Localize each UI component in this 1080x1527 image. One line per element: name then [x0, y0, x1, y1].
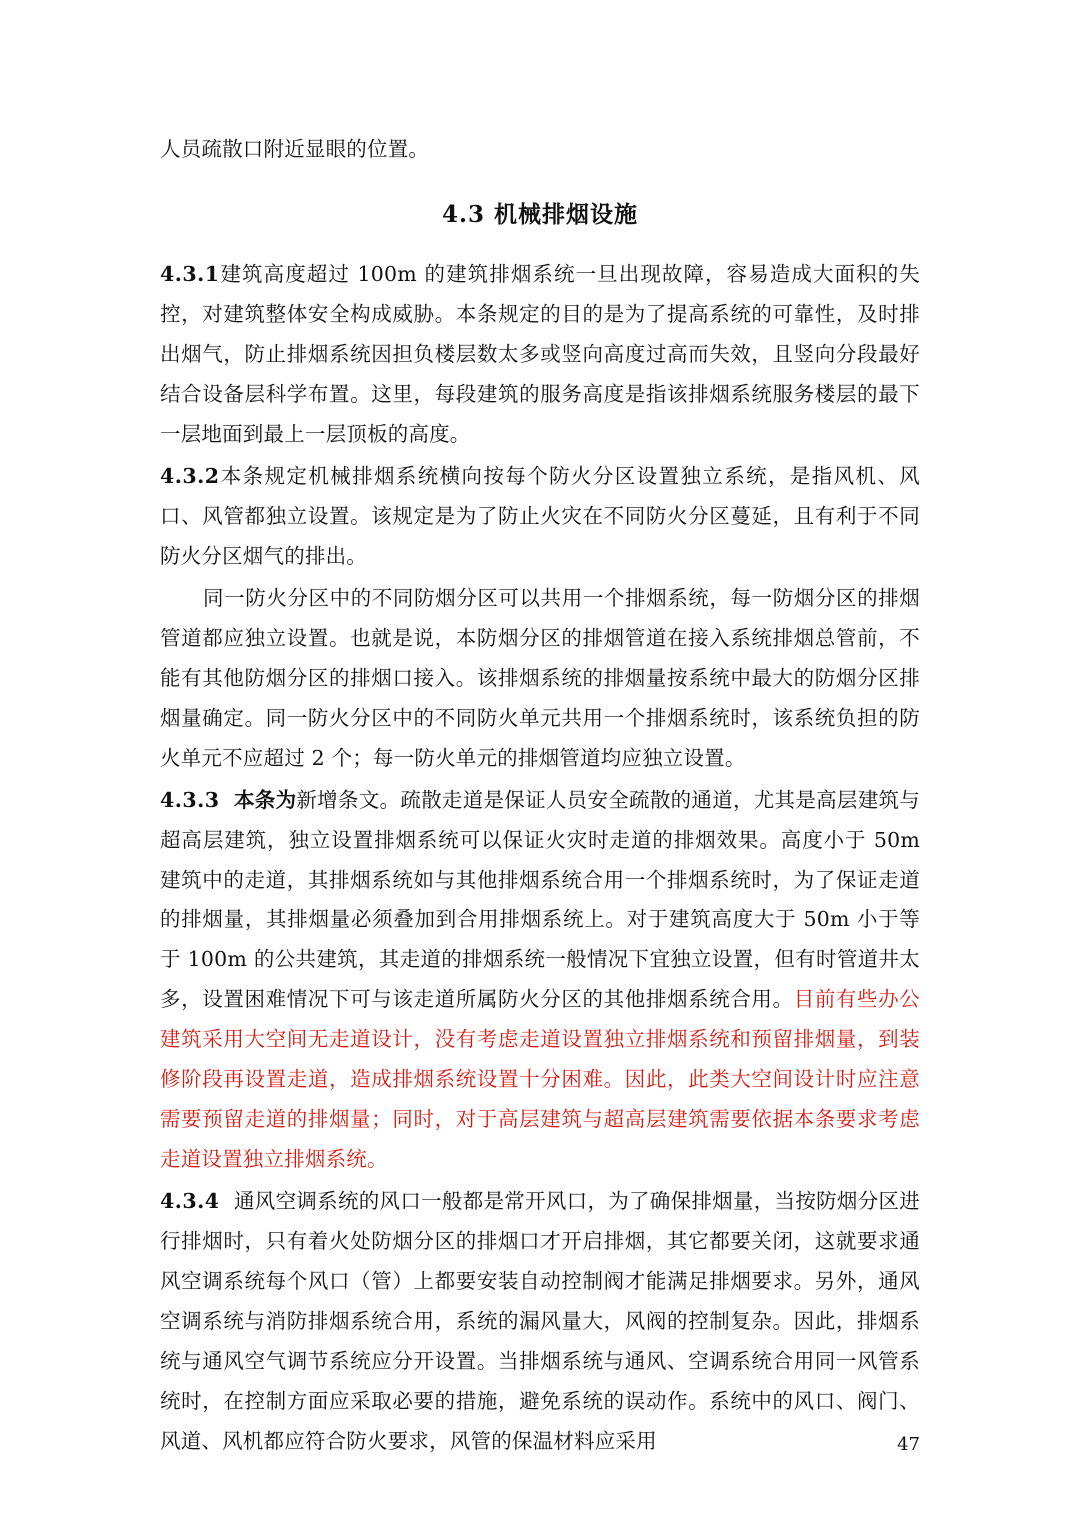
section-heading: 4.3 机械排烟设施	[441, 200, 639, 228]
clause-number-4-3-2: 4.3.2	[160, 463, 220, 488]
clause-text-4-3-1: 建筑高度超过 100m 的建筑排烟系统一旦出现故障，容易造成大面积的失控，对建筑整体安全构成威胁。本条规定的目的是为了提高系统的可靠性，及时排出烟气，防止排烟系统因担负楼层数太多或竖向高度过高而失效，且竖向分段最好结合设备层科学布置。这里，每段建筑的服务高度是指该排烟系统服务楼层的最下一层地面到最上一层顶板的高度。	[160, 261, 920, 446]
paragraph-4-3-1	[160, 255, 920, 455]
clause-text-4-3-2: 本条规定机械排烟系统横向按每个防火分区设置独立系统，是指风机、风口、风管都独立设置。该规定是为了防止火灾在不同防火分区蔓延，且有利于不同防火分区烟气的排出。	[160, 463, 920, 568]
paragraph-continuation: 人员疏散口附近显眼的位置。	[160, 137, 430, 161]
clause-text-4-3-4: 通风空调系统的风口一般都是常开风口，为了确保排烟量，当按防烟分区进行排烟时，只有着火处防烟分区的排烟口才开启排烟，其它都要关闭，这就要求通风空调系统每个风口（管）上都要安装自动控制阀才能满足排烟要求。另外，通风空调系统与消防排烟系统合用，系统的漏风量大，风阀的控制复杂。因此，排烟系统与通风空气调节系统应分开设置。当排烟系统与通风、空调系统合用同一风管系统时，在控制方面应采取必要的措施，避免系统的误动作。系统中的风口、阀门、风道、风机都应符合防火要求，风管的保温材料应采用	[160, 1189, 920, 1454]
paragraph-4-3-3	[160, 781, 920, 1181]
clause-number-4-3-1: 4.3.1	[160, 261, 220, 286]
clause-lead-bold-4-3-3: 本条为	[233, 787, 297, 812]
clause-number-4-3-4: 4.3.4	[160, 1189, 220, 1214]
paragraph-4-3-2-continued: 同一防火分区中的不同防烟分区可以共用一个排烟系统，每一防烟分区的排烟管道都应独立设置。也就是说，本防烟分区的排烟管道在接入系统排烟总管前，不能有其他防烟分区的排烟口接入。该排烟系统的排烟量按系统中最大的防烟分区排烟量确定。同一防火分区中的不同防火单元共用一个排烟系统时，该系统负担的防火单元不应超过 2 个；每一防火单元的排烟管道均应独立设置。	[160, 585, 920, 770]
page-number: 47	[897, 1434, 920, 1455]
paragraph-4-3-2	[160, 457, 920, 577]
clause-text-4-3-3-red: 目前有些办公建筑采用大空间无走道设计，没有考虑走道设置独立排烟系统和预留排烟量，到装修阶段再设置走道，造成排烟系统设置十分困难。因此，此类大空间设计时应注意需要预留走道的排烟量；同时，对于高层建筑与超高层建筑需要依据本条要求考虑走道设置独立排烟系统。	[160, 987, 921, 1172]
clause-text-4-3-3-black: 新增条文。疏散走道是保证人员安全疏散的通道，尤其是高层建筑与超高层建筑，独立设置排烟系统可以保证火灾时走道的排烟效果。高度小于 50m 建筑中的走道，其排烟系统如与其他排烟系统合用一个排烟系统时，为了保证走道的排烟量，其排烟量必须叠加到合用排烟系统上。对于建筑高度大于 50m 小于等于 100m 的公共建筑，其走道的排烟系统一般情况下宜独立设置，但有时管道井太多，设置困难情况下可与该走道所属防火分区的其他排烟系统合用。	[160, 787, 920, 1012]
paragraph-4-3-4	[160, 1182, 920, 1462]
clause-number-4-3-3: 4.3.3	[160, 787, 220, 812]
